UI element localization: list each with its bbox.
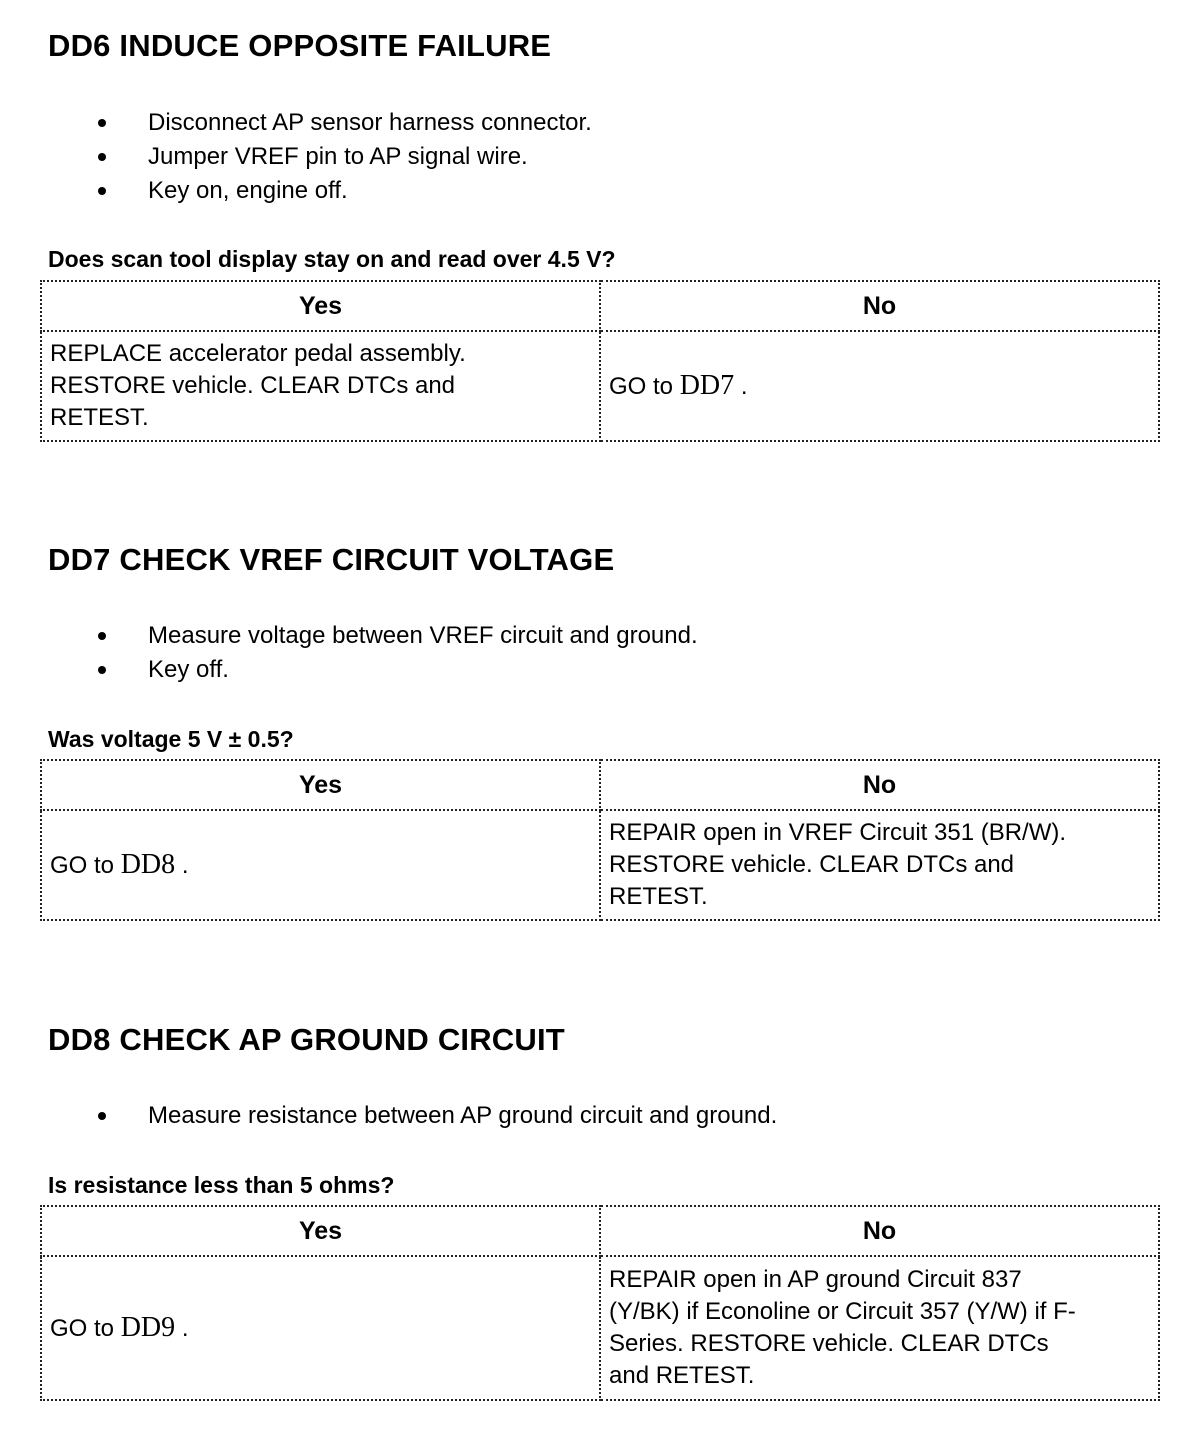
step-list [98, 619, 698, 687]
section-title: DD8 CHECK AP GROUND CIRCUIT [48, 1022, 565, 1057]
no-cell [600, 331, 1159, 441]
section-title: DD6 INDUCE OPPOSITE FAILURE [48, 28, 552, 63]
cell-line: RETEST. [609, 883, 708, 910]
bullet-icon [98, 666, 106, 674]
cell-line: REPAIR open in AP ground Circuit 837 [609, 1266, 1022, 1293]
bullet-icon [98, 153, 106, 161]
question: Is resistance less than 5 ohms? [48, 1172, 395, 1198]
table-header-row [41, 1206, 1159, 1256]
cell-line: RETEST. [50, 404, 149, 431]
cell-line: Series. RESTORE vehicle. CLEAR DTCs [609, 1330, 1049, 1357]
step-list [98, 106, 592, 208]
goto-prefix: GO to [50, 851, 115, 879]
cell-line: RESTORE vehicle. CLEAR DTCs and [609, 851, 1015, 878]
goto-link-dd7[interactable]: DD7 [679, 369, 735, 401]
goto-link-dd9[interactable]: DD9 [120, 1311, 176, 1343]
yes-cell [41, 1256, 600, 1400]
table-header-row [41, 760, 1159, 810]
question: Was voltage 5 V ± 0.5? [48, 726, 294, 752]
table-header-row [41, 281, 1159, 331]
goto-suffix: . [740, 372, 748, 400]
step-text: Key on, engine off. [148, 177, 348, 204]
table-row [41, 810, 1159, 920]
step-text: Measure voltage between VREF circuit and ground. [148, 622, 698, 649]
no-header: No [600, 281, 1159, 331]
goto-prefix: GO to [50, 1314, 115, 1342]
yes-cell [41, 810, 600, 920]
section-title: DD7 CHECK VREF CIRCUIT VOLTAGE [48, 542, 615, 577]
yes-cell [41, 331, 600, 441]
list-item [98, 140, 592, 174]
goto-link-dd8[interactable]: DD8 [120, 848, 176, 880]
yes-header: Yes [41, 1206, 600, 1256]
list-item [98, 174, 592, 208]
question: Does scan tool display stay on and read over 4.5 V? [48, 246, 616, 272]
step-list [98, 1099, 777, 1133]
decision-table [40, 1205, 1160, 1401]
cell-line: REPAIR open in VREF Circuit 351 (BR/W). [609, 819, 1067, 846]
bullet-icon [98, 187, 106, 195]
decision-table [40, 759, 1160, 921]
table-row [41, 331, 1159, 441]
no-header: No [600, 1206, 1159, 1256]
cell-line: (Y/BK) if Econoline or Circuit 357 (Y/W) if F- [609, 1298, 1076, 1325]
bullet-icon [98, 1112, 106, 1120]
step-text: Key off. [148, 656, 229, 683]
cell-line: and RETEST. [609, 1362, 755, 1389]
list-item [98, 1099, 777, 1133]
goto-suffix: . [181, 851, 189, 879]
step-text: Measure resistance between AP ground circuit and ground. [148, 1102, 778, 1129]
goto-prefix: GO to [609, 372, 674, 400]
decision-table [40, 280, 1160, 442]
cell-line: REPLACE accelerator pedal assembly. [50, 340, 466, 367]
bullet-icon [98, 632, 106, 640]
list-item [98, 653, 698, 687]
goto-suffix: . [181, 1314, 189, 1342]
list-item [98, 106, 592, 140]
no-cell [600, 1256, 1159, 1400]
step-text: Disconnect AP sensor harness connector. [148, 109, 592, 136]
list-item [98, 619, 698, 653]
table-row [41, 1256, 1159, 1400]
yes-header: Yes [41, 760, 600, 810]
no-cell [600, 810, 1159, 920]
cell-line: RESTORE vehicle. CLEAR DTCs and [50, 372, 456, 399]
step-text: Jumper VREF pin to AP signal wire. [148, 143, 528, 170]
no-header: No [600, 760, 1159, 810]
bullet-icon [98, 119, 106, 127]
yes-header: Yes [41, 281, 600, 331]
